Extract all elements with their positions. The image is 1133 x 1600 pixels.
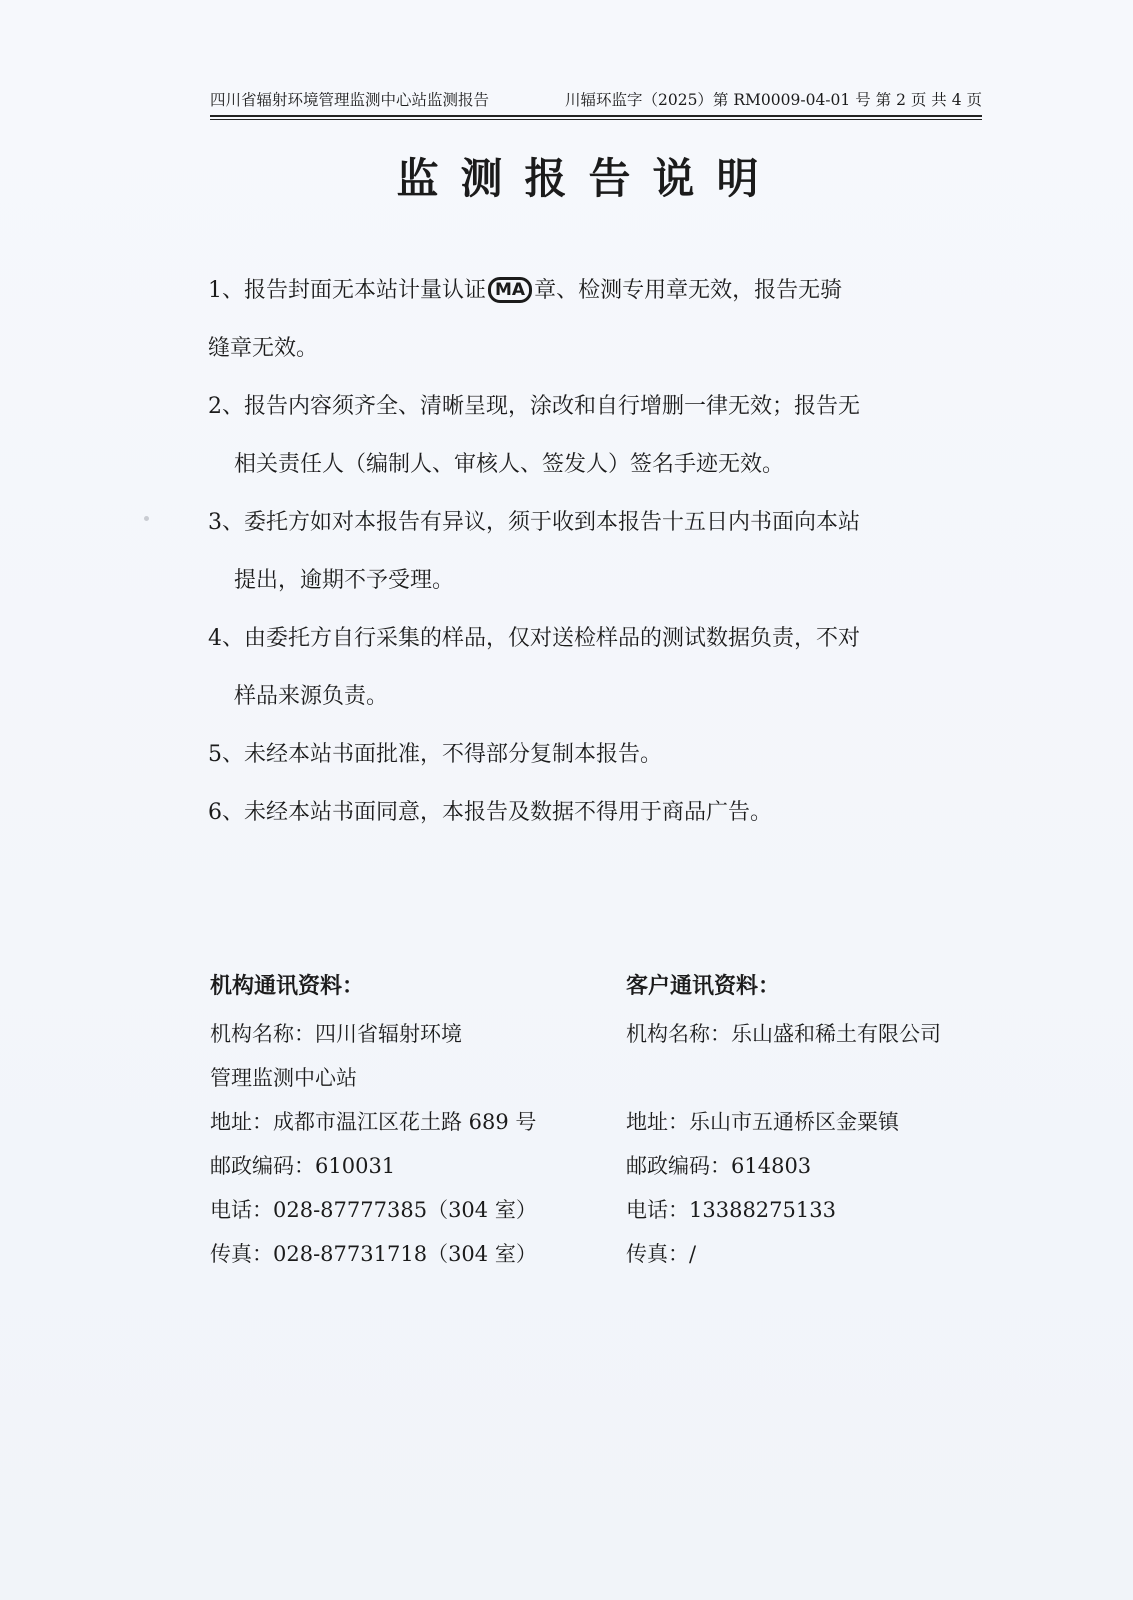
note-3-line1: 3、委托方如对本报告有异议，须于收到本报告十五日内书面向本站 — [208, 510, 860, 535]
note-3-line2: 提出，逾期不予受理。 — [234, 568, 455, 593]
note-item-2 — [208, 378, 978, 494]
client-address: 地址：乐山市五通桥区金粟镇 — [626, 1110, 899, 1134]
org-fax: 传真：028-87731718（304 室） — [210, 1242, 537, 1266]
client-phone: 电话：13388275133 — [626, 1198, 836, 1222]
org-contact-block — [210, 966, 590, 1276]
note-item-5 — [208, 726, 978, 784]
org-name-line1: 机构名称：四川省辐射环境 — [210, 1022, 462, 1046]
note-item-4 — [208, 610, 978, 726]
note-1-text-a: 1、报告封面无本站计量认证 — [208, 278, 486, 303]
org-name-line2: 管理监测中心站 — [210, 1066, 357, 1090]
page-header — [210, 88, 982, 117]
client-name: 机构名称：乐山盛和稀土有限公司 — [626, 1022, 941, 1046]
page-title: 监测报告说明 — [396, 154, 781, 203]
header-org-report: 四川省辐射环境管理监测中心站监测报告 — [210, 91, 490, 109]
scan-speck — [144, 516, 149, 521]
notes-list — [208, 262, 978, 842]
header-right — [565, 88, 982, 110]
note-4-line1: 4、由委托方自行采集的样品，仅对送检样品的测试数据负责，不对 — [208, 626, 860, 651]
note-item-6 — [208, 784, 978, 842]
note-6-line1: 6、未经本站书面同意，本报告及数据不得用于商品广告。 — [208, 800, 772, 825]
note-1-line2: 缝章无效。 — [208, 336, 319, 361]
note-2-line2: 相关责任人（编制人、审核人、签发人）签名手迹无效。 — [234, 452, 785, 477]
client-contact-block — [626, 966, 1006, 1276]
org-phone: 电话：028-87777385（304 室） — [210, 1198, 537, 1222]
cma-mark-icon: MA — [488, 277, 532, 303]
client-postcode: 邮政编码：614803 — [626, 1154, 812, 1178]
org-contact-heading: 机构通讯资料： — [210, 973, 365, 999]
header-page-info: 第 2 页 共 4 页 — [875, 91, 982, 109]
org-postcode: 邮政编码：610031 — [210, 1154, 396, 1178]
client-spacer — [626, 1056, 1006, 1100]
header-report-number: 川辐环监字（2025）第 RM0009-04-01 号 — [564, 91, 871, 109]
note-2-line1: 2、报告内容须齐全、清晰呈现，涂改和自行增删一律无效；报告无 — [208, 394, 860, 419]
org-address: 地址：成都市温江区花土路 689 号 — [210, 1110, 537, 1134]
note-5-line1: 5、未经本站书面批准，不得部分复制本报告。 — [208, 742, 662, 767]
note-item-1 — [208, 262, 978, 378]
note-1-text-b: 章、检测专用章无效，报告无骑 — [534, 278, 843, 303]
client-fax: 传真：/ — [626, 1242, 697, 1266]
note-4-line2: 样品来源负责。 — [234, 684, 389, 709]
client-contact-heading: 客户通讯资料： — [626, 973, 781, 999]
note-item-3 — [208, 494, 978, 610]
header-rule — [210, 119, 982, 120]
